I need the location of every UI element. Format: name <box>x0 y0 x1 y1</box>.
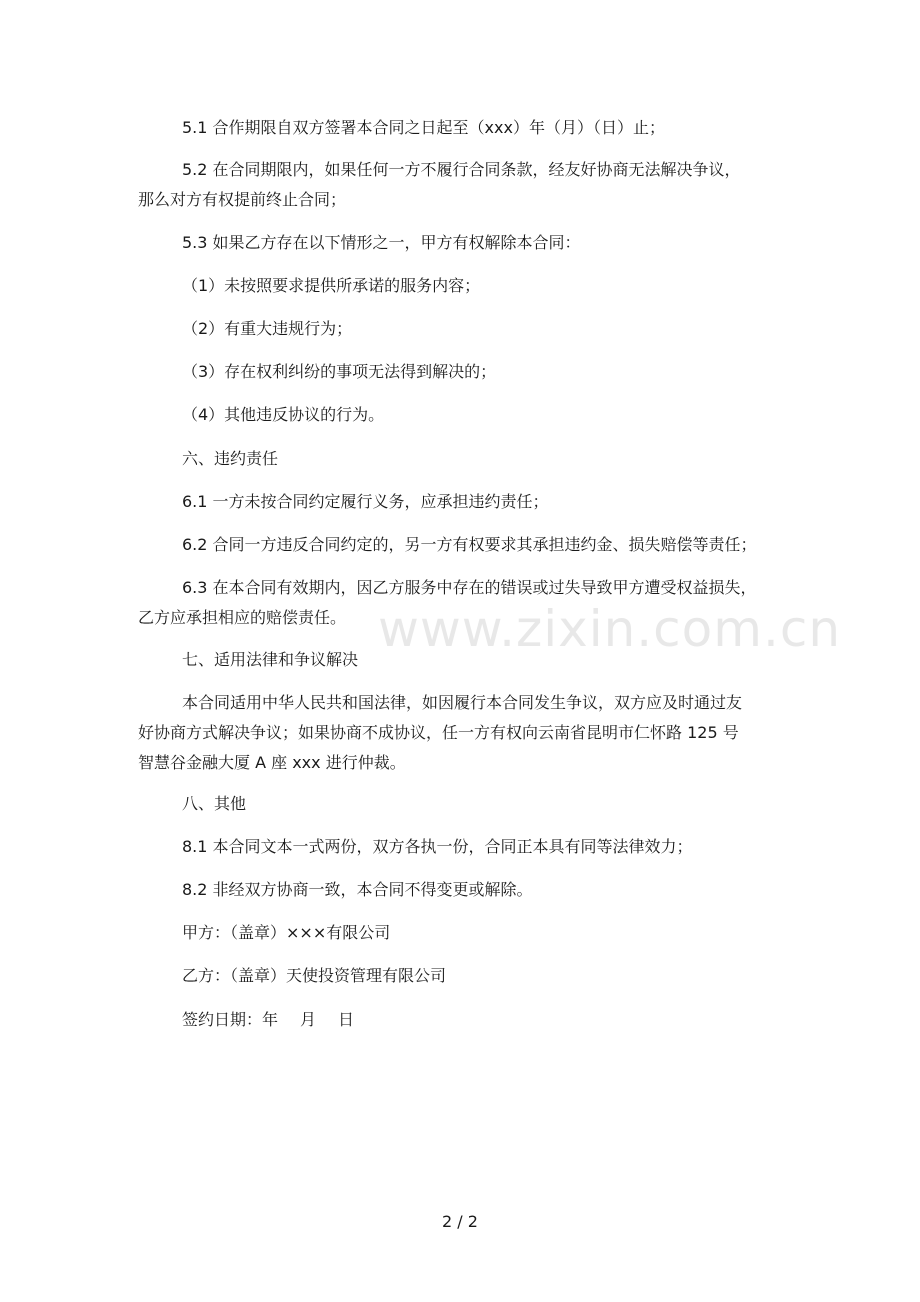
clause-6-1 <box>138 487 798 517</box>
sign-date-line <box>138 1005 798 1035</box>
clause-5-3-item-1 <box>138 271 798 301</box>
text-line: 6.3 在本合同有效期内，因乙方服务中存在的错误或过失导致甲方遭受权益损失， <box>182 578 757 597</box>
text-line: 5.1 合作期限自双方签署本合同之日起至（xxx）年（月）（日）止； <box>182 118 665 137</box>
text-line: 甲方：（盖章）×××有限公司 <box>182 923 391 942</box>
text-line: 5.3 如果乙方存在以下情形之一，甲方有权解除本合同： <box>182 233 581 252</box>
clause-8-1 <box>138 832 798 862</box>
clause-8-2 <box>138 875 798 905</box>
text-line: 6.2 合同一方违反合同约定的，另一方有权要求其承担违约金、损失赔偿等责任； <box>182 535 757 554</box>
clause-6-2 <box>138 530 798 560</box>
text-line: （3）存在权利纠纷的事项无法得到解决的； <box>182 362 497 381</box>
text-line: 5.2 在合同期限内，如果任何一方不履行合同条款，经友好协商无法解决争议， <box>182 160 741 179</box>
party-b <box>138 961 798 991</box>
clause-6-3 <box>138 573 798 633</box>
sign-date-month: 月 <box>300 1010 317 1029</box>
section-7-heading <box>138 645 798 675</box>
clause-5-3 <box>138 228 798 258</box>
text-line: 那么对方有权提前终止合同； <box>138 190 347 209</box>
text-line: （2）有重大违规行为； <box>182 319 353 338</box>
text-line: （1）未按照要求提供所承诺的服务内容； <box>182 276 481 295</box>
clause-5-3-item-3 <box>138 357 798 387</box>
text-line: 6.1 一方未按合同约定履行义务，应承担违约责任； <box>182 492 549 511</box>
text-line: 8.1 本合同文本一式两份，双方各执一份，合同正本具有同等法律效力； <box>182 837 693 856</box>
sign-date-day: 日 <box>338 1010 355 1029</box>
clause-5-2 <box>138 155 798 215</box>
page-number: 2 / 2 <box>442 1212 478 1231</box>
text-line: 智慧谷金融大厦 A 座 xxx 进行仲裁。 <box>138 753 406 772</box>
sign-date <box>138 1005 798 1035</box>
section-heading: 六、违约责任 <box>182 449 279 468</box>
section-8-heading <box>138 789 798 819</box>
text-line: 乙方应承担相应的赔偿责任。 <box>138 608 347 627</box>
section-heading: 七、适用法律和争议解决 <box>182 650 359 669</box>
text-line: 8.2 非经双方协商一致，本合同不得变更或解除。 <box>182 880 533 899</box>
section-6-heading <box>138 444 798 474</box>
party-a <box>138 918 798 948</box>
text-line: 本合同适用中华人民共和国法律，如因履行本合同发生争议，双方应及时通过友 <box>182 693 743 712</box>
watermark: www.zixin.com.cn <box>378 600 842 658</box>
section-heading: 八、其他 <box>182 794 247 813</box>
clause-5-3-item-2 <box>138 314 798 344</box>
text-line: 乙方：（盖章）天使投资管理有限公司 <box>182 966 447 985</box>
text-line: 好协商方式解决争议；如果协商不成协议，任一方有权向云南省昆明市仁怀路 125 号 <box>138 723 739 742</box>
text-line: （4）其他违反协议的行为。 <box>182 405 385 424</box>
sign-date-label: 签约日期： <box>182 1010 263 1029</box>
clause-7 <box>138 688 798 778</box>
sign-date-year: 年 <box>262 1010 279 1029</box>
clause-5-3-item-4 <box>138 400 798 430</box>
clause-5-1 <box>138 113 798 143</box>
